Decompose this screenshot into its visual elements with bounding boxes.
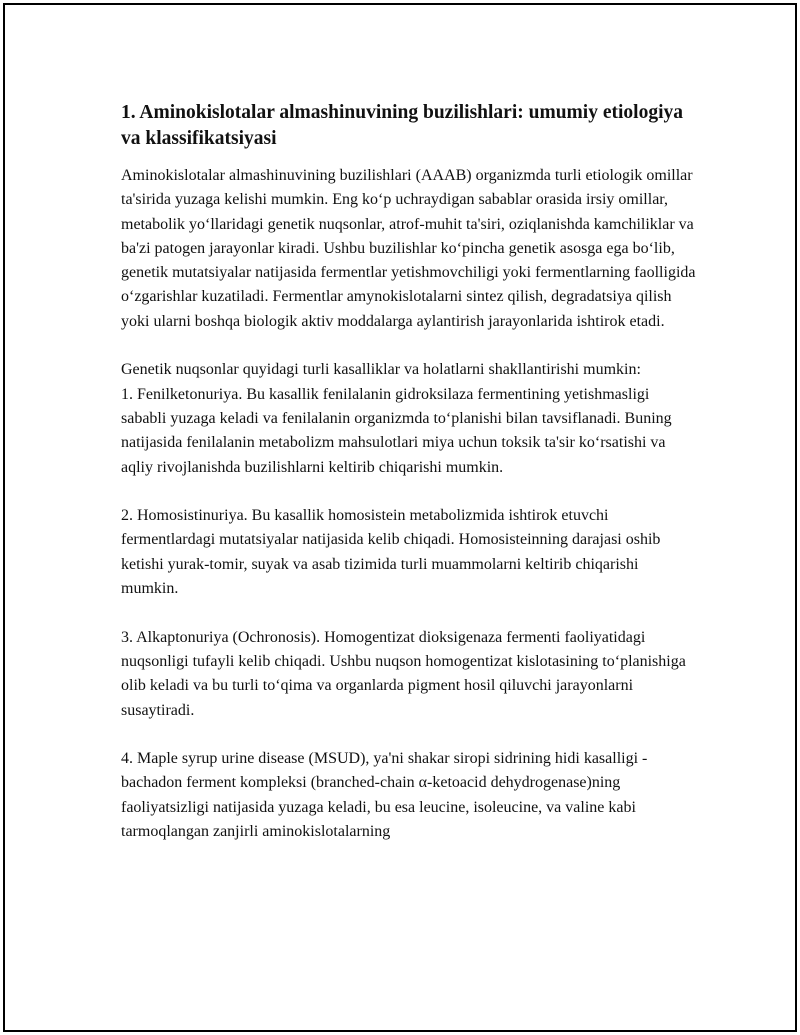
intro-paragraph: Aminokislotalar almashinuvining buzilishlari (AAAB) organizmda turli etiologik omillar ta'sirida yuzaga kelishi mumkin. Eng ko‘p uchraydigan sabablar orasida irsiy omillar, metabolik yo‘llaridagi genetik nuqsonlar, atrof-muhit ta'siri, oziqlanishda kamchiliklar va ba'zi patogen jarayonlar kiradi. Ushbu buzilishlar ko‘pincha genetik asosga ega bo‘lib, genetik mutatsiyalar natijasida fermentlar yetishmovchiligi yoki fermentlarning faolligida o‘zgarishlar kuzatiladi. Fermentlar amynokislotalarni sintez qilish, degradatsiya qilish yoki ularni boshqa biologik aktiv moddalarga aylantirish jarayonlarida ishtirok etadi. bbox=[121, 167, 696, 330]
paragraph-gap bbox=[121, 334, 696, 358]
document-body bbox=[121, 100, 696, 844]
list-item-3: 3. Alkaptonuriya (Ochronosis). Homogentizat dioksigenaza fermenti faoliyatidagi nuqsonligi tufayli kelib chiqadi. Ushbu nuqson homogentizat kislotasining to‘planishiga olib keladi va bu turli to‘qima va organlarda pigment hosil qiluvchi jarayonlarni susaytiradi. bbox=[121, 628, 686, 719]
paragraph-gap bbox=[121, 723, 696, 747]
page-frame bbox=[3, 3, 797, 1032]
list-item-1: 1. Fenilketonuriya. Bu kasallik fenilalanin gidroksilaza fermentining yetishmasligi sababli yuzaga keladi va fenilalanin organizmda to‘planishi bilan tavsiflanadi. Buning natijasida fenilalanin metabolizm mahsulotlari miya uchun toksik ta'sir ko‘rsatishi va aqliy rivojlanishda buzilishlarni keltirib chiqarishi mumkin. bbox=[121, 385, 672, 476]
paragraph-gap bbox=[121, 601, 696, 625]
list-item-4: 4. Maple syrup urine disease (MSUD), ya'ni shakar siropi sidrining hidi kasalligi - bachadon ferment kompleksi (branched-chain α-ketoacid dehydrogenase)ning faoliyatsizligi natijasida yuzaga keladi, bu esa leucine, isoleucine, va valine kabi tarmoqlangan zanjirli aminokislotalarning bbox=[121, 750, 648, 841]
section-heading: 1. Aminokislotalar almashinuvining buzilishlari: umumiy etiologiya va klassifikatsiyasi bbox=[121, 102, 683, 149]
paragraph-gap bbox=[121, 480, 696, 504]
list-item-2: 2. Homosistinuriya. Bu kasallik homosistein metabolizmida ishtirok etuvchi fermentlardagi mutatsiyalar natijasida kelib chiqadi. Homosisteinning darajasi oshib ketishi yurak-tomir, suyak va asab tizimida turli muammolarni keltirib chiqarishi mumkin. bbox=[121, 507, 661, 598]
list-lead-paragraph: Genetik nuqsonlar quyidagi turli kasalliklar va holatlarni shakllantirishi mumkin: bbox=[121, 361, 641, 379]
